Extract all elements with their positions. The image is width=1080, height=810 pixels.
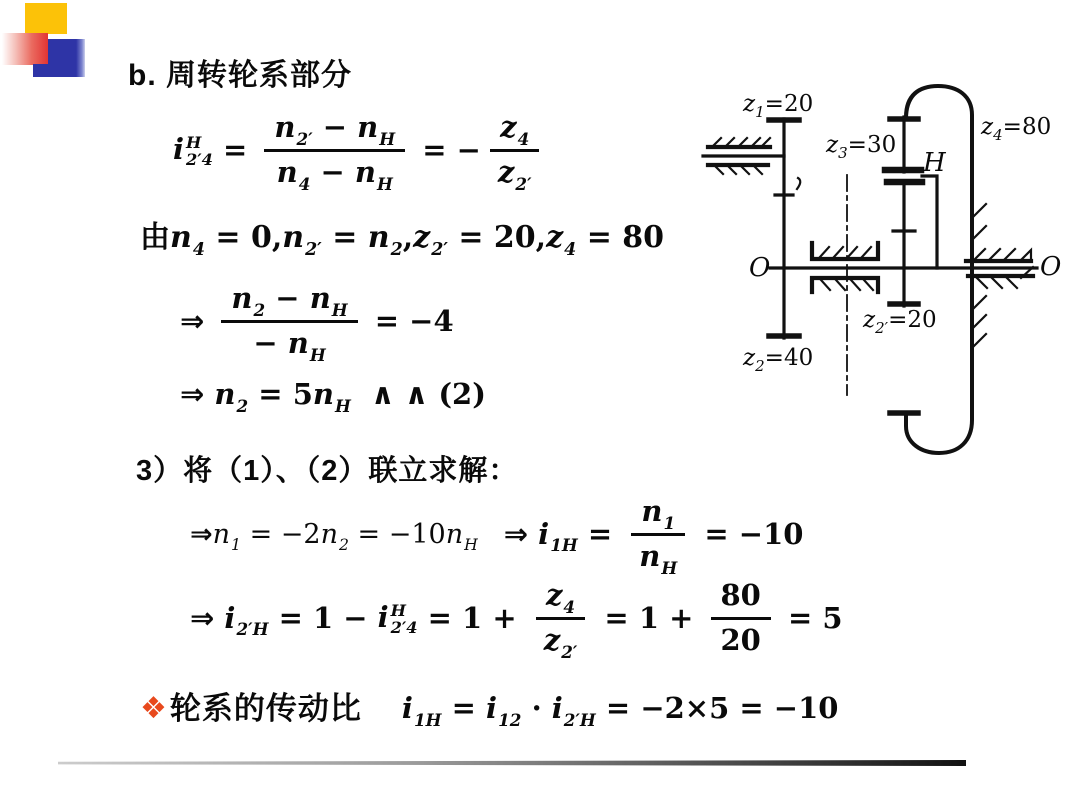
fraction <box>534 578 588 662</box>
math-token: 2′H <box>236 619 269 640</box>
math-token <box>711 578 771 620</box>
math-token: = 1 − <box>268 600 378 635</box>
math-token: = <box>321 220 368 255</box>
math-token: 2′ <box>305 239 322 260</box>
math-token: ⇒ <box>503 516 539 551</box>
math-token: ⇒ <box>180 303 215 338</box>
page-title: b. 周转轮系部分 <box>128 59 352 92</box>
math-token: n <box>274 110 296 144</box>
math-token: n <box>641 494 663 528</box>
label-z4: $z_4=80$ <box>981 114 1052 144</box>
formula-solve-row <box>190 494 804 578</box>
math-token <box>243 323 335 365</box>
math-token <box>490 110 539 152</box>
fraction <box>264 110 405 194</box>
math-token: = 5 <box>777 600 843 635</box>
logo-red-square <box>2 33 48 65</box>
math-token: H <box>379 128 396 149</box>
math-token: ⇒ <box>190 600 225 635</box>
math-symbol <box>282 220 322 260</box>
math-symbol <box>214 377 249 416</box>
math-token <box>264 110 405 152</box>
math-symbol <box>401 691 442 730</box>
math-token: = <box>212 132 258 167</box>
bottom-divider-line <box>58 760 966 766</box>
math-token: − <box>253 326 288 361</box>
math-token: 2′4 <box>390 617 418 637</box>
math-symbol <box>312 377 351 416</box>
math-token: i <box>486 691 498 726</box>
math-symbol <box>551 691 596 730</box>
math-token: n <box>445 518 464 550</box>
math-token: 1 <box>663 512 676 533</box>
formula-derivation-ratio <box>180 281 454 365</box>
math-token: n <box>170 220 192 255</box>
label-carrier-h: H <box>923 148 946 178</box>
math-token: n <box>231 281 253 315</box>
math-token: = −4 <box>364 303 454 338</box>
math-token: n <box>357 110 379 144</box>
math-token: 4 <box>564 239 577 260</box>
math-token: 2′ <box>296 128 313 149</box>
label-z3: $z_3=30$ <box>826 132 897 162</box>
math-symbol <box>276 155 311 194</box>
math-symbol <box>497 155 532 194</box>
math-token: 2 <box>338 534 349 554</box>
fraction <box>488 110 542 194</box>
math-token: 4 <box>192 239 205 260</box>
math-token: z <box>545 578 563 612</box>
label-z1: $z_1=20$ <box>743 91 814 121</box>
math-token: n <box>276 155 298 190</box>
math-token: 2 <box>253 299 266 320</box>
math-token: = 80 <box>576 220 665 255</box>
logo-yellow-square <box>25 3 67 34</box>
math-token: 1 <box>231 534 241 554</box>
math-token: i <box>551 691 563 726</box>
math-token: · <box>521 691 552 726</box>
math-symbol <box>543 623 578 662</box>
math-token: , <box>402 220 414 255</box>
math-symbol <box>445 518 478 554</box>
math-symbol <box>486 691 522 730</box>
math-token: z <box>500 110 517 144</box>
math-token: 2′H <box>563 709 596 730</box>
math-symbol <box>641 494 676 533</box>
math-symbol <box>538 516 578 556</box>
math-token: 80 <box>720 578 761 612</box>
math-token: = −2×5 = −10 <box>595 691 839 726</box>
formula-i1h <box>503 494 804 578</box>
math-token: n <box>320 518 338 550</box>
math-symbol <box>212 518 241 554</box>
math-token: z <box>543 623 561 658</box>
math-token: 20 <box>720 623 761 658</box>
conclusion-label: 轮系的传动比 <box>169 691 362 726</box>
input-gear-shaft <box>769 119 800 338</box>
math-token <box>536 578 585 620</box>
math-token: 4 <box>563 596 576 617</box>
label-z2-prime: $z_{2'}=20$ <box>863 307 937 337</box>
math-symbol <box>224 600 269 640</box>
math-token: z <box>497 155 515 190</box>
math-token: = 1 + <box>594 600 704 635</box>
fraction <box>711 578 771 659</box>
math-token: = 0, <box>204 220 283 255</box>
math-token <box>711 620 771 658</box>
math-token: = <box>441 691 487 726</box>
math-symbol <box>274 110 313 149</box>
math-token: 由 <box>140 221 170 254</box>
math-token: H <box>464 534 478 554</box>
math-token: 2 <box>390 239 403 260</box>
fraction <box>221 281 357 365</box>
math-token: n <box>287 326 309 361</box>
math-token: i <box>224 600 236 635</box>
math-token: i <box>173 131 185 166</box>
math-token: ⇒ <box>180 377 215 411</box>
sun-gear <box>890 185 918 306</box>
math-token: 2′ <box>561 641 578 662</box>
math-symbol <box>173 133 213 168</box>
math-symbol <box>231 281 266 320</box>
math-token: 1H <box>550 535 578 556</box>
math-token: i <box>538 516 550 551</box>
conclusion-row <box>140 690 839 730</box>
math-token: 4 <box>517 128 530 149</box>
math-symbol <box>309 281 348 320</box>
math-token: = −10 <box>694 516 804 551</box>
section-heading: 3）将（1）、（2）联立求解： <box>136 455 519 487</box>
math-symbol <box>500 110 530 149</box>
math-token <box>631 494 685 536</box>
formula-overall-ratio <box>401 691 839 730</box>
math-token: H <box>377 173 393 194</box>
math-symbol <box>378 601 418 636</box>
math-symbol <box>545 578 576 617</box>
math-token: n <box>367 220 390 255</box>
math-token: n <box>354 155 377 190</box>
math-token: H <box>331 299 348 320</box>
logo-blue-tab-square <box>33 64 48 77</box>
math-token <box>534 620 588 662</box>
math-token: H <box>186 132 202 152</box>
math-token: n <box>639 539 661 574</box>
label-z2: $z_2=40$ <box>743 345 814 375</box>
math-symbol <box>367 220 403 260</box>
math-token: 2′4 <box>186 149 213 169</box>
math-token: ⇒ <box>190 518 213 550</box>
formula-equation-2 <box>180 377 486 416</box>
math-symbol <box>639 539 678 578</box>
formula-i2ph <box>190 578 843 662</box>
math-token: H <box>334 395 351 416</box>
logo-blue-square <box>48 39 85 77</box>
fraction <box>629 494 687 578</box>
math-token: 2 <box>236 395 249 416</box>
math-token: H <box>661 557 678 578</box>
math-token: 4 <box>298 173 311 194</box>
math-token: z <box>546 220 564 255</box>
math-token: z <box>413 220 431 255</box>
math-symbol <box>546 220 577 260</box>
gear-train-diagram <box>695 82 1080 477</box>
math-token: − <box>312 110 358 144</box>
math-token: = 20, <box>447 220 547 255</box>
diamond-bullet-icon: ❖ <box>140 690 167 726</box>
math-symbol <box>320 518 349 554</box>
top-left-bearing <box>703 138 784 174</box>
label-o-left: O <box>749 253 771 283</box>
math-token <box>267 152 403 194</box>
label-o-right: O <box>1040 252 1062 282</box>
math-symbol <box>287 326 326 365</box>
math-token <box>629 536 687 578</box>
math-symbol <box>354 155 393 194</box>
math-token: n <box>309 281 331 315</box>
formula-given-conditions <box>140 220 665 260</box>
math-token <box>186 134 213 168</box>
math-token: H <box>390 600 407 620</box>
math-token: i <box>401 691 413 726</box>
math-token: − <box>265 281 310 315</box>
math-token: = <box>577 516 623 551</box>
math-symbol <box>357 110 396 149</box>
math-token: n <box>282 220 305 255</box>
math-token: 2′ <box>515 173 532 194</box>
math-token: n <box>212 518 231 550</box>
formula-n1-solution <box>190 518 478 554</box>
math-token: n <box>312 377 334 411</box>
carrier-arm <box>922 176 937 268</box>
math-token: = 1 + <box>417 600 527 635</box>
math-token: 1H <box>413 709 442 730</box>
math-token: n <box>214 377 236 411</box>
math-token: H <box>309 344 326 365</box>
math-token: 2′ <box>431 239 448 260</box>
math-symbol <box>413 220 448 260</box>
math-symbol <box>170 220 205 260</box>
math-token: i <box>377 599 389 634</box>
math-token: = 5 <box>248 377 313 411</box>
math-token <box>221 281 357 323</box>
math-token: − <box>310 155 355 190</box>
math-token: = −2 <box>240 518 321 550</box>
math-token: = −10 <box>348 518 446 550</box>
formula-characteristic-equation <box>173 110 549 194</box>
math-token <box>391 602 418 636</box>
math-token <box>488 152 542 194</box>
math-token: 12 <box>498 709 522 730</box>
math-token: ∧ ∧ (2) <box>350 377 486 411</box>
math-token: = − <box>412 132 481 167</box>
